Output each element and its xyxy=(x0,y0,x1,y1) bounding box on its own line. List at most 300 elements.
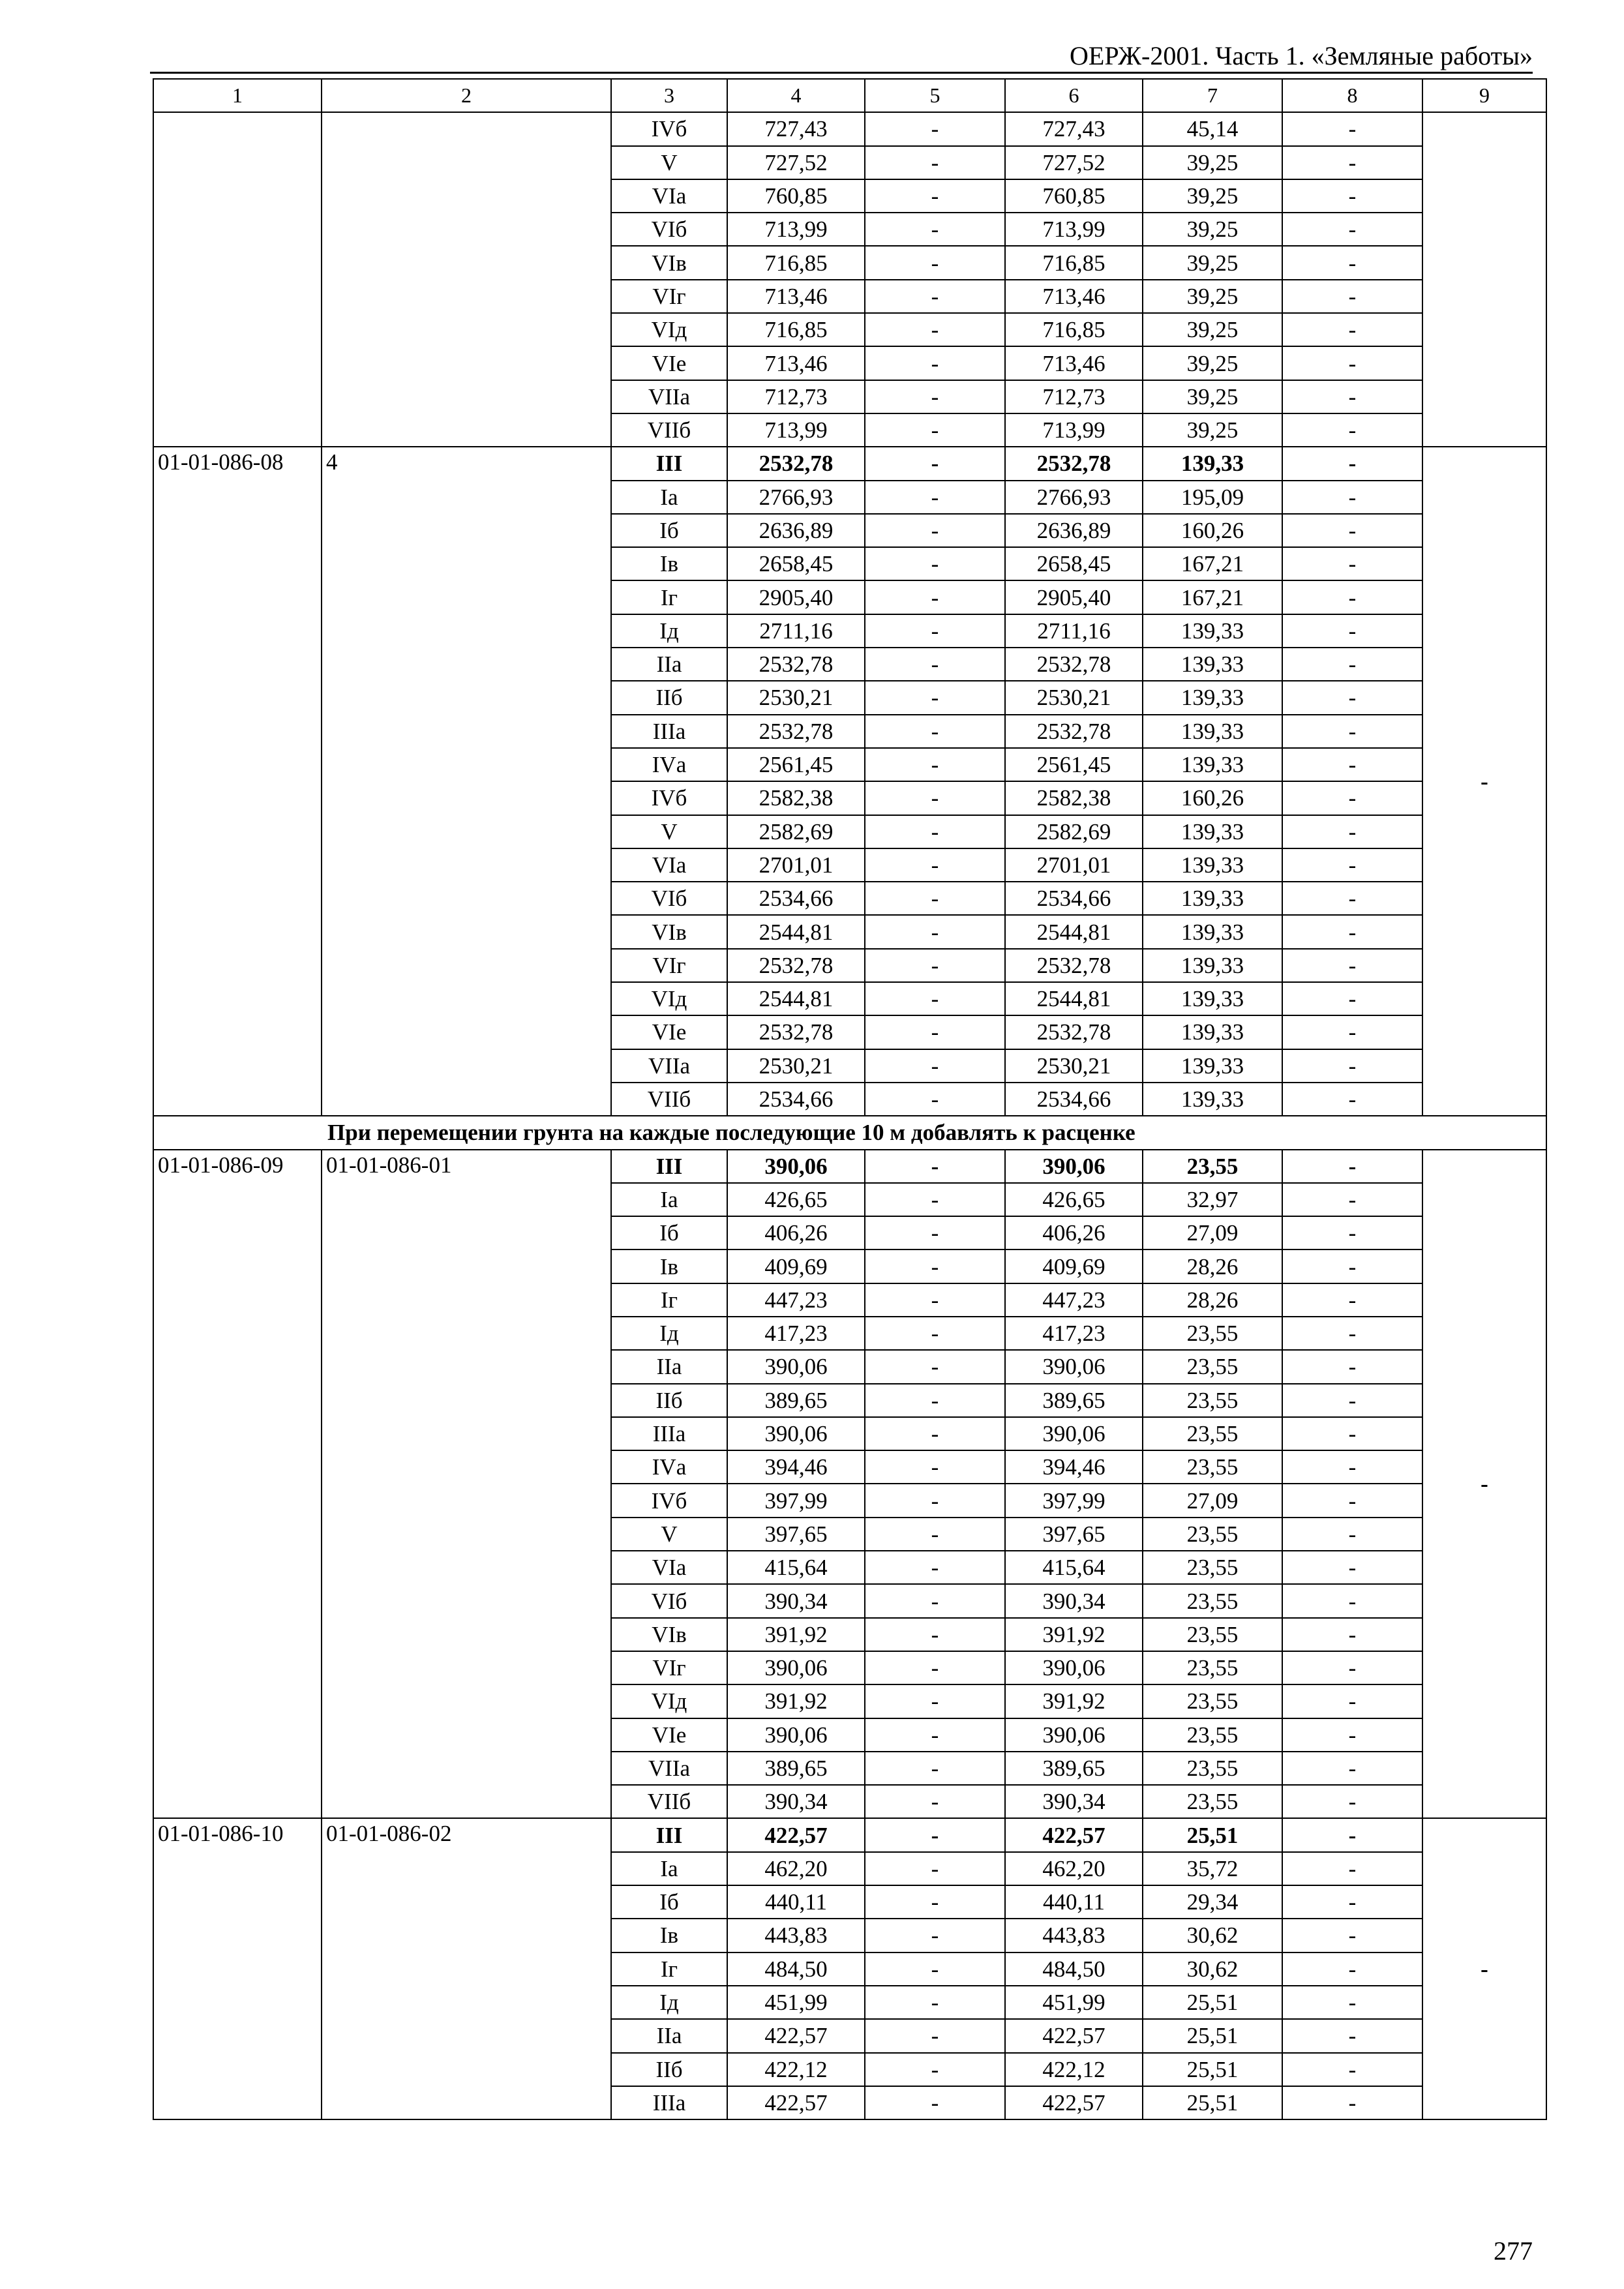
total-cost: 2532,78 xyxy=(727,447,865,480)
material-cost: - xyxy=(1282,882,1422,915)
region-zone: VIIа xyxy=(611,1752,727,1785)
region-zone: Iа xyxy=(611,1852,727,1885)
region-zone: IIIа xyxy=(611,2086,727,2119)
material-cost: - xyxy=(1282,481,1422,514)
machine-cost: 2530,21 xyxy=(1005,1049,1143,1083)
column-number: 9 xyxy=(1422,79,1546,112)
total-cost: 417,23 xyxy=(727,1317,865,1350)
material-cost: - xyxy=(1282,280,1422,313)
operator-wage: 23,55 xyxy=(1143,1384,1282,1417)
machine-cost: 389,65 xyxy=(1005,1752,1143,1785)
material-cost: - xyxy=(1282,1450,1422,1484)
total-cost: 2544,81 xyxy=(727,915,865,948)
total-cost: 406,26 xyxy=(727,1216,865,1249)
operator-wage: 25,51 xyxy=(1143,1818,1282,1851)
wage-cost: - xyxy=(865,514,1005,547)
machine-cost: 727,52 xyxy=(1005,146,1143,179)
material-cost: - xyxy=(1282,313,1422,346)
wage-cost: - xyxy=(865,1818,1005,1851)
rate-code: 01-01-086-10 xyxy=(153,1818,322,2119)
region-zone: VIд xyxy=(611,313,727,346)
region-zone: IVб xyxy=(611,781,727,815)
operator-wage: 23,55 xyxy=(1143,1450,1282,1484)
region-zone: Iа xyxy=(611,1183,727,1216)
material-cost: - xyxy=(1282,1518,1422,1551)
wage-cost: - xyxy=(865,648,1005,681)
machine-cost: 422,57 xyxy=(1005,2019,1143,2052)
machine-cost: 440,11 xyxy=(1005,1885,1143,1919)
material-cost: - xyxy=(1282,815,1422,848)
wage-cost: - xyxy=(865,2053,1005,2086)
region-zone: VIIб xyxy=(611,1083,727,1116)
operator-wage: 139,33 xyxy=(1143,982,1282,1015)
machine-cost: 447,23 xyxy=(1005,1283,1143,1317)
total-cost: 462,20 xyxy=(727,1852,865,1885)
machine-cost: 397,99 xyxy=(1005,1484,1143,1517)
material-cost: - xyxy=(1282,2086,1422,2119)
region-zone: IIа xyxy=(611,2019,727,2052)
machine-cost: 760,85 xyxy=(1005,179,1143,213)
wage-cost: - xyxy=(865,112,1005,145)
material-cost: - xyxy=(1282,614,1422,648)
total-cost: 422,57 xyxy=(727,2019,865,2052)
material-cost: - xyxy=(1282,848,1422,882)
wage-cost: - xyxy=(865,1249,1005,1283)
region-zone: VIIа xyxy=(611,380,727,413)
total-cost: 2530,21 xyxy=(727,1049,865,1083)
machine-cost: 2532,78 xyxy=(1005,1015,1143,1049)
total-cost: 713,99 xyxy=(727,413,865,447)
wage-cost: - xyxy=(865,413,1005,447)
material-cost: - xyxy=(1282,781,1422,815)
total-cost: 443,83 xyxy=(727,1919,865,1952)
column-9-value: - xyxy=(1422,447,1546,1116)
machine-cost: 409,69 xyxy=(1005,1249,1143,1283)
wage-cost: - xyxy=(865,1885,1005,1919)
operator-wage: 39,25 xyxy=(1143,246,1282,279)
operator-wage: 25,51 xyxy=(1143,1986,1282,2019)
material-cost: - xyxy=(1282,1384,1422,1417)
region-zone: IIа xyxy=(611,1350,727,1383)
total-cost: 713,46 xyxy=(727,346,865,380)
material-cost: - xyxy=(1282,1015,1422,1049)
machine-cost: 713,46 xyxy=(1005,280,1143,313)
material-cost: - xyxy=(1282,681,1422,714)
total-cost: 391,92 xyxy=(727,1684,865,1718)
operator-wage: 167,21 xyxy=(1143,580,1282,614)
total-cost: 2532,78 xyxy=(727,949,865,982)
operator-wage: 23,55 xyxy=(1143,1350,1282,1383)
total-cost: 727,43 xyxy=(727,112,865,145)
machine-cost: 390,34 xyxy=(1005,1584,1143,1617)
operator-wage: 27,09 xyxy=(1143,1484,1282,1517)
table-row xyxy=(153,447,1546,480)
wage-cost: - xyxy=(865,715,1005,748)
operator-wage: 23,55 xyxy=(1143,1752,1282,1785)
machine-cost: 716,85 xyxy=(1005,313,1143,346)
machine-cost: 390,34 xyxy=(1005,1785,1143,1818)
machine-cost: 451,99 xyxy=(1005,1986,1143,2019)
region-zone: IVб xyxy=(611,112,727,145)
wage-cost: - xyxy=(865,748,1005,781)
column-number-row xyxy=(153,79,1546,112)
total-cost: 390,06 xyxy=(727,1150,865,1183)
rate-reference: 4 xyxy=(322,447,611,1116)
page-number: 277 xyxy=(1494,2236,1533,2266)
region-zone: VIг xyxy=(611,280,727,313)
total-cost: 397,65 xyxy=(727,1518,865,1551)
operator-wage: 27,09 xyxy=(1143,1216,1282,1249)
wage-cost: - xyxy=(865,781,1005,815)
operator-wage: 23,55 xyxy=(1143,1785,1282,1818)
total-cost: 716,85 xyxy=(727,313,865,346)
material-cost: - xyxy=(1282,547,1422,580)
table-row xyxy=(153,1818,1546,1851)
wage-cost: - xyxy=(865,1350,1005,1383)
material-cost: - xyxy=(1282,1752,1422,1785)
machine-cost: 713,99 xyxy=(1005,413,1143,447)
wage-cost: - xyxy=(865,1852,1005,1885)
total-cost: 394,46 xyxy=(727,1450,865,1484)
total-cost: 727,52 xyxy=(727,146,865,179)
note-row xyxy=(153,1116,1546,1149)
column-number: 2 xyxy=(322,79,611,112)
column-number: 3 xyxy=(611,79,727,112)
material-cost: - xyxy=(1282,1551,1422,1584)
total-cost: 390,06 xyxy=(727,1651,865,1684)
operator-wage: 139,33 xyxy=(1143,949,1282,982)
material-cost: - xyxy=(1282,1484,1422,1517)
region-zone: IIIа xyxy=(611,1417,727,1450)
material-cost: - xyxy=(1282,1618,1422,1651)
material-cost: - xyxy=(1282,380,1422,413)
operator-wage: 139,33 xyxy=(1143,815,1282,848)
region-zone: Iг xyxy=(611,1952,727,1986)
material-cost: - xyxy=(1282,1216,1422,1249)
machine-cost: 443,83 xyxy=(1005,1919,1143,1952)
material-cost: - xyxy=(1282,447,1422,480)
wage-cost: - xyxy=(865,1015,1005,1049)
total-cost: 712,73 xyxy=(727,380,865,413)
wage-cost: - xyxy=(865,1785,1005,1818)
material-cost: - xyxy=(1282,648,1422,681)
wage-cost: - xyxy=(865,547,1005,580)
material-cost: - xyxy=(1282,1283,1422,1317)
operator-wage: 139,33 xyxy=(1143,1049,1282,1083)
rates-table xyxy=(153,78,1547,2120)
region-zone: Iб xyxy=(611,1216,727,1249)
wage-cost: - xyxy=(865,380,1005,413)
machine-cost: 2534,66 xyxy=(1005,882,1143,915)
operator-wage: 139,33 xyxy=(1143,915,1282,948)
material-cost: - xyxy=(1282,1183,1422,1216)
machine-cost: 712,73 xyxy=(1005,380,1143,413)
region-zone: Iд xyxy=(611,1986,727,2019)
machine-cost: 713,46 xyxy=(1005,346,1143,380)
table-row xyxy=(153,112,1546,145)
material-cost: - xyxy=(1282,580,1422,614)
machine-cost: 2532,78 xyxy=(1005,715,1143,748)
region-zone: IVа xyxy=(611,1450,727,1484)
total-cost: 390,34 xyxy=(727,1785,865,1818)
wage-cost: - xyxy=(865,1083,1005,1116)
machine-cost: 394,46 xyxy=(1005,1450,1143,1484)
total-cost: 716,85 xyxy=(727,246,865,279)
operator-wage: 39,25 xyxy=(1143,280,1282,313)
wage-cost: - xyxy=(865,213,1005,246)
wage-cost: - xyxy=(865,1551,1005,1584)
operator-wage: 25,51 xyxy=(1143,2019,1282,2052)
wage-cost: - xyxy=(865,1584,1005,1617)
operator-wage: 28,26 xyxy=(1143,1283,1282,1317)
material-cost: - xyxy=(1282,1852,1422,1885)
wage-cost: - xyxy=(865,580,1005,614)
column-9-value xyxy=(1422,112,1546,447)
machine-cost: 391,92 xyxy=(1005,1684,1143,1718)
operator-wage: 139,33 xyxy=(1143,614,1282,648)
machine-cost: 2582,38 xyxy=(1005,781,1143,815)
operator-wage: 23,55 xyxy=(1143,1551,1282,1584)
total-cost: 2561,45 xyxy=(727,748,865,781)
operator-wage: 139,33 xyxy=(1143,748,1282,781)
wage-cost: - xyxy=(865,280,1005,313)
region-zone: IIб xyxy=(611,681,727,714)
material-cost: - xyxy=(1282,1083,1422,1116)
total-cost: 447,23 xyxy=(727,1283,865,1317)
wage-cost: - xyxy=(865,146,1005,179)
material-cost: - xyxy=(1282,1986,1422,2019)
material-cost: - xyxy=(1282,213,1422,246)
wage-cost: - xyxy=(865,848,1005,882)
total-cost: 2544,81 xyxy=(727,982,865,1015)
wage-cost: - xyxy=(865,982,1005,1015)
operator-wage: 45,14 xyxy=(1143,112,1282,145)
machine-cost: 462,20 xyxy=(1005,1852,1143,1885)
total-cost: 2766,93 xyxy=(727,481,865,514)
total-cost: 2582,38 xyxy=(727,781,865,815)
machine-cost: 390,06 xyxy=(1005,1718,1143,1752)
machine-cost: 391,92 xyxy=(1005,1618,1143,1651)
total-cost: 415,64 xyxy=(727,1551,865,1584)
material-cost: - xyxy=(1282,1150,1422,1183)
machine-cost: 2766,93 xyxy=(1005,481,1143,514)
region-zone: VIг xyxy=(611,1651,727,1684)
total-cost: 389,65 xyxy=(727,1752,865,1785)
operator-wage: 139,33 xyxy=(1143,1015,1282,1049)
operator-wage: 23,55 xyxy=(1143,1518,1282,1551)
wage-cost: - xyxy=(865,1518,1005,1551)
operator-wage: 160,26 xyxy=(1143,514,1282,547)
machine-cost: 2905,40 xyxy=(1005,580,1143,614)
operator-wage: 139,33 xyxy=(1143,447,1282,480)
total-cost: 422,12 xyxy=(727,2053,865,2086)
region-zone: V xyxy=(611,146,727,179)
total-cost: 2530,21 xyxy=(727,681,865,714)
note-text: При перемещении грунта на каждые последующие 10 м добавлять к расценке xyxy=(153,1116,1546,1149)
operator-wage: 195,09 xyxy=(1143,481,1282,514)
total-cost: 390,06 xyxy=(727,1718,865,1752)
total-cost: 2711,16 xyxy=(727,614,865,648)
wage-cost: - xyxy=(865,1752,1005,1785)
wage-cost: - xyxy=(865,815,1005,848)
region-zone: VIIб xyxy=(611,1785,727,1818)
machine-cost: 389,65 xyxy=(1005,1384,1143,1417)
region-zone: Iг xyxy=(611,580,727,614)
material-cost: - xyxy=(1282,915,1422,948)
operator-wage: 160,26 xyxy=(1143,781,1282,815)
material-cost: - xyxy=(1282,1317,1422,1350)
region-zone: Iб xyxy=(611,514,727,547)
region-zone: Iд xyxy=(611,1317,727,1350)
wage-cost: - xyxy=(865,1684,1005,1718)
region-zone: VIв xyxy=(611,1618,727,1651)
region-zone: VIIб xyxy=(611,413,727,447)
wage-cost: - xyxy=(865,1919,1005,1952)
total-cost: 440,11 xyxy=(727,1885,865,1919)
rate-code: 01-01-086-08 xyxy=(153,447,322,1116)
material-cost: - xyxy=(1282,1919,1422,1952)
region-zone: Iг xyxy=(611,1283,727,1317)
machine-cost: 417,23 xyxy=(1005,1317,1143,1350)
material-cost: - xyxy=(1282,949,1422,982)
column-number: 8 xyxy=(1282,79,1422,112)
wage-cost: - xyxy=(865,2019,1005,2052)
column-number: 7 xyxy=(1143,79,1282,112)
region-zone: IIIа xyxy=(611,715,727,748)
machine-cost: 2544,81 xyxy=(1005,982,1143,1015)
column-number: 4 xyxy=(727,79,865,112)
rate-reference: 01-01-086-02 xyxy=(322,1818,611,2119)
operator-wage: 30,62 xyxy=(1143,1919,1282,1952)
machine-cost: 716,85 xyxy=(1005,246,1143,279)
rate-reference xyxy=(322,112,611,447)
wage-cost: - xyxy=(865,681,1005,714)
machine-cost: 713,99 xyxy=(1005,213,1143,246)
machine-cost: 2636,89 xyxy=(1005,514,1143,547)
machine-cost: 2532,78 xyxy=(1005,447,1143,480)
total-cost: 409,69 xyxy=(727,1249,865,1283)
operator-wage: 30,62 xyxy=(1143,1952,1282,1986)
operator-wage: 39,25 xyxy=(1143,413,1282,447)
operator-wage: 139,33 xyxy=(1143,681,1282,714)
machine-cost: 2530,21 xyxy=(1005,681,1143,714)
wage-cost: - xyxy=(865,481,1005,514)
wage-cost: - xyxy=(865,1049,1005,1083)
rate-reference: 01-01-086-01 xyxy=(322,1150,611,1819)
region-zone: V xyxy=(611,1518,727,1551)
material-cost: - xyxy=(1282,982,1422,1015)
operator-wage: 32,97 xyxy=(1143,1183,1282,1216)
region-zone: VIе xyxy=(611,1015,727,1049)
region-zone: VIе xyxy=(611,346,727,380)
operator-wage: 25,51 xyxy=(1143,2053,1282,2086)
operator-wage: 29,34 xyxy=(1143,1885,1282,1919)
operator-wage: 39,25 xyxy=(1143,313,1282,346)
wage-cost: - xyxy=(865,246,1005,279)
wage-cost: - xyxy=(865,1150,1005,1183)
region-zone: Iд xyxy=(611,614,727,648)
material-cost: - xyxy=(1282,1785,1422,1818)
wage-cost: - xyxy=(865,346,1005,380)
machine-cost: 2532,78 xyxy=(1005,949,1143,982)
operator-wage: 39,25 xyxy=(1143,346,1282,380)
operator-wage: 23,55 xyxy=(1143,1417,1282,1450)
region-zone: VIд xyxy=(611,982,727,1015)
total-cost: 2532,78 xyxy=(727,715,865,748)
machine-cost: 406,26 xyxy=(1005,1216,1143,1249)
region-zone: III xyxy=(611,447,727,480)
material-cost: - xyxy=(1282,1350,1422,1383)
wage-cost: - xyxy=(865,1216,1005,1249)
rate-code xyxy=(153,112,322,447)
machine-cost: 2582,69 xyxy=(1005,815,1143,848)
material-cost: - xyxy=(1282,1885,1422,1919)
region-zone: VIб xyxy=(611,213,727,246)
wage-cost: - xyxy=(865,1183,1005,1216)
wage-cost: - xyxy=(865,915,1005,948)
machine-cost: 390,06 xyxy=(1005,1651,1143,1684)
machine-cost: 390,06 xyxy=(1005,1350,1143,1383)
total-cost: 397,99 xyxy=(727,1484,865,1517)
total-cost: 484,50 xyxy=(727,1952,865,1986)
operator-wage: 39,25 xyxy=(1143,179,1282,213)
wage-cost: - xyxy=(865,1384,1005,1417)
operator-wage: 35,72 xyxy=(1143,1852,1282,1885)
operator-wage: 23,55 xyxy=(1143,1651,1282,1684)
machine-cost: 397,65 xyxy=(1005,1518,1143,1551)
machine-cost: 2701,01 xyxy=(1005,848,1143,882)
operator-wage: 25,51 xyxy=(1143,2086,1282,2119)
region-zone: III xyxy=(611,1150,727,1183)
operator-wage: 139,33 xyxy=(1143,882,1282,915)
machine-cost: 422,12 xyxy=(1005,2053,1143,2086)
region-zone: Iв xyxy=(611,1249,727,1283)
region-zone: IIб xyxy=(611,1384,727,1417)
material-cost: - xyxy=(1282,1718,1422,1752)
region-zone: VIб xyxy=(611,882,727,915)
total-cost: 2905,40 xyxy=(727,580,865,614)
column-number: 5 xyxy=(865,79,1005,112)
machine-cost: 422,57 xyxy=(1005,1818,1143,1851)
column-9-value: - xyxy=(1422,1818,1546,2119)
machine-cost: 727,43 xyxy=(1005,112,1143,145)
region-zone: IIб xyxy=(611,2053,727,2086)
total-cost: 2658,45 xyxy=(727,547,865,580)
material-cost: - xyxy=(1282,179,1422,213)
region-zone: VIа xyxy=(611,848,727,882)
material-cost: - xyxy=(1282,2019,1422,2052)
region-zone: VIв xyxy=(611,915,727,948)
total-cost: 760,85 xyxy=(727,179,865,213)
region-zone: IIа xyxy=(611,648,727,681)
column-number: 1 xyxy=(153,79,322,112)
operator-wage: 139,33 xyxy=(1143,848,1282,882)
region-zone: VIд xyxy=(611,1684,727,1718)
material-cost: - xyxy=(1282,1952,1422,1986)
operator-wage: 139,33 xyxy=(1143,715,1282,748)
table-row xyxy=(153,1150,1546,1183)
region-zone: VIб xyxy=(611,1584,727,1617)
material-cost: - xyxy=(1282,1584,1422,1617)
total-cost: 2532,78 xyxy=(727,1015,865,1049)
total-cost: 391,92 xyxy=(727,1618,865,1651)
machine-cost: 2658,45 xyxy=(1005,547,1143,580)
wage-cost: - xyxy=(865,882,1005,915)
region-zone: Iв xyxy=(611,1919,727,1952)
region-zone: III xyxy=(611,1818,727,1851)
operator-wage: 39,25 xyxy=(1143,146,1282,179)
material-cost: - xyxy=(1282,1651,1422,1684)
